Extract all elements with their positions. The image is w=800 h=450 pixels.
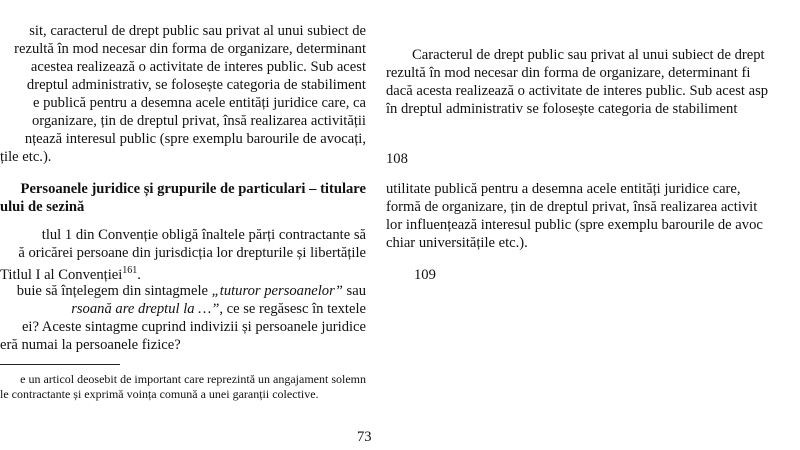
text-line: rezultă în mod necesar din forma de organizare, determinant xyxy=(14,41,366,57)
text-line: acestea realizează o activitate de interes public. Sub acest xyxy=(30,59,366,75)
footnote-divider xyxy=(0,364,120,365)
section-heading: ului de sezină xyxy=(0,199,85,215)
text-line: organizare, țin de dreptul privat, însă realizarea activității xyxy=(31,113,366,129)
text-line: țile etc.). xyxy=(0,149,52,165)
text-line: lor influențează interesul public (spre exemplu barourile de avoc xyxy=(386,217,763,233)
text-line: utilitate publică pentru a desemna acele entități juridice care, xyxy=(386,181,741,197)
text-line: ei? Aceste sintagme cuprind indivizii și persoanele juridice xyxy=(21,319,366,335)
text-line: formă de organizare, țin de dreptul privat, însă realizarea activit xyxy=(386,199,758,215)
section-heading: Persoanele juridice și grupurile de particulari – titulare xyxy=(20,181,366,197)
footnote-text: e un articol deosebit de important care reprezintă un angajament solemn xyxy=(20,372,366,386)
text-line: dacă acesta realizează o activitate de interes public. Sub acest asp xyxy=(386,83,769,99)
text-line: eră numai la persoanele fizice? xyxy=(0,337,181,353)
right-book-page xyxy=(386,0,800,450)
text-line: sit, caracterul de drept public sau privat al unui subiect de xyxy=(29,23,366,39)
text-line: Caracterul de drept public sau privat al unui subiect de drept xyxy=(412,47,765,63)
text-line: în dreptul administrativ se folosește categoria de stabiliment xyxy=(386,101,738,117)
footnote-text: le contractante și exprimă voința comună a unei garanții colective. xyxy=(0,387,319,401)
text-line: ă oricărei persoane din jurisdicția lor drepturile și libertățile xyxy=(18,245,366,261)
text-line: tlul 1 din Convenție obligă înaltele părți contractante să xyxy=(41,227,366,243)
text-line: rsoană are dreptul la …”, ce se regăsesc în textele xyxy=(71,301,366,317)
page-marker: 108 xyxy=(386,151,408,167)
text-line: rezultă în mod necesar din forma de organizare, determinant fi xyxy=(386,65,751,81)
text-line: nțează interesul public (spre exemplu barourile de avocați, xyxy=(24,131,366,147)
text-line: Titlul I al Convenției$^{161}$. xyxy=(0,265,141,283)
left-book-page xyxy=(0,0,380,450)
text-line: chiar universitățile etc.). xyxy=(386,235,528,251)
page-marker: 109 xyxy=(414,267,436,283)
page-number: 73 xyxy=(357,429,372,445)
text-line: dreptul administrativ, se folosește categoria de stabiliment xyxy=(26,77,366,93)
text-line: buie să înțelegem din sintagmele „tuturor persoanelor” sau xyxy=(16,283,366,299)
text-line: e publică pentru a desemna acele entități juridice care, ca xyxy=(32,95,366,111)
footnote-reference[interactable]: 161 xyxy=(122,265,138,276)
